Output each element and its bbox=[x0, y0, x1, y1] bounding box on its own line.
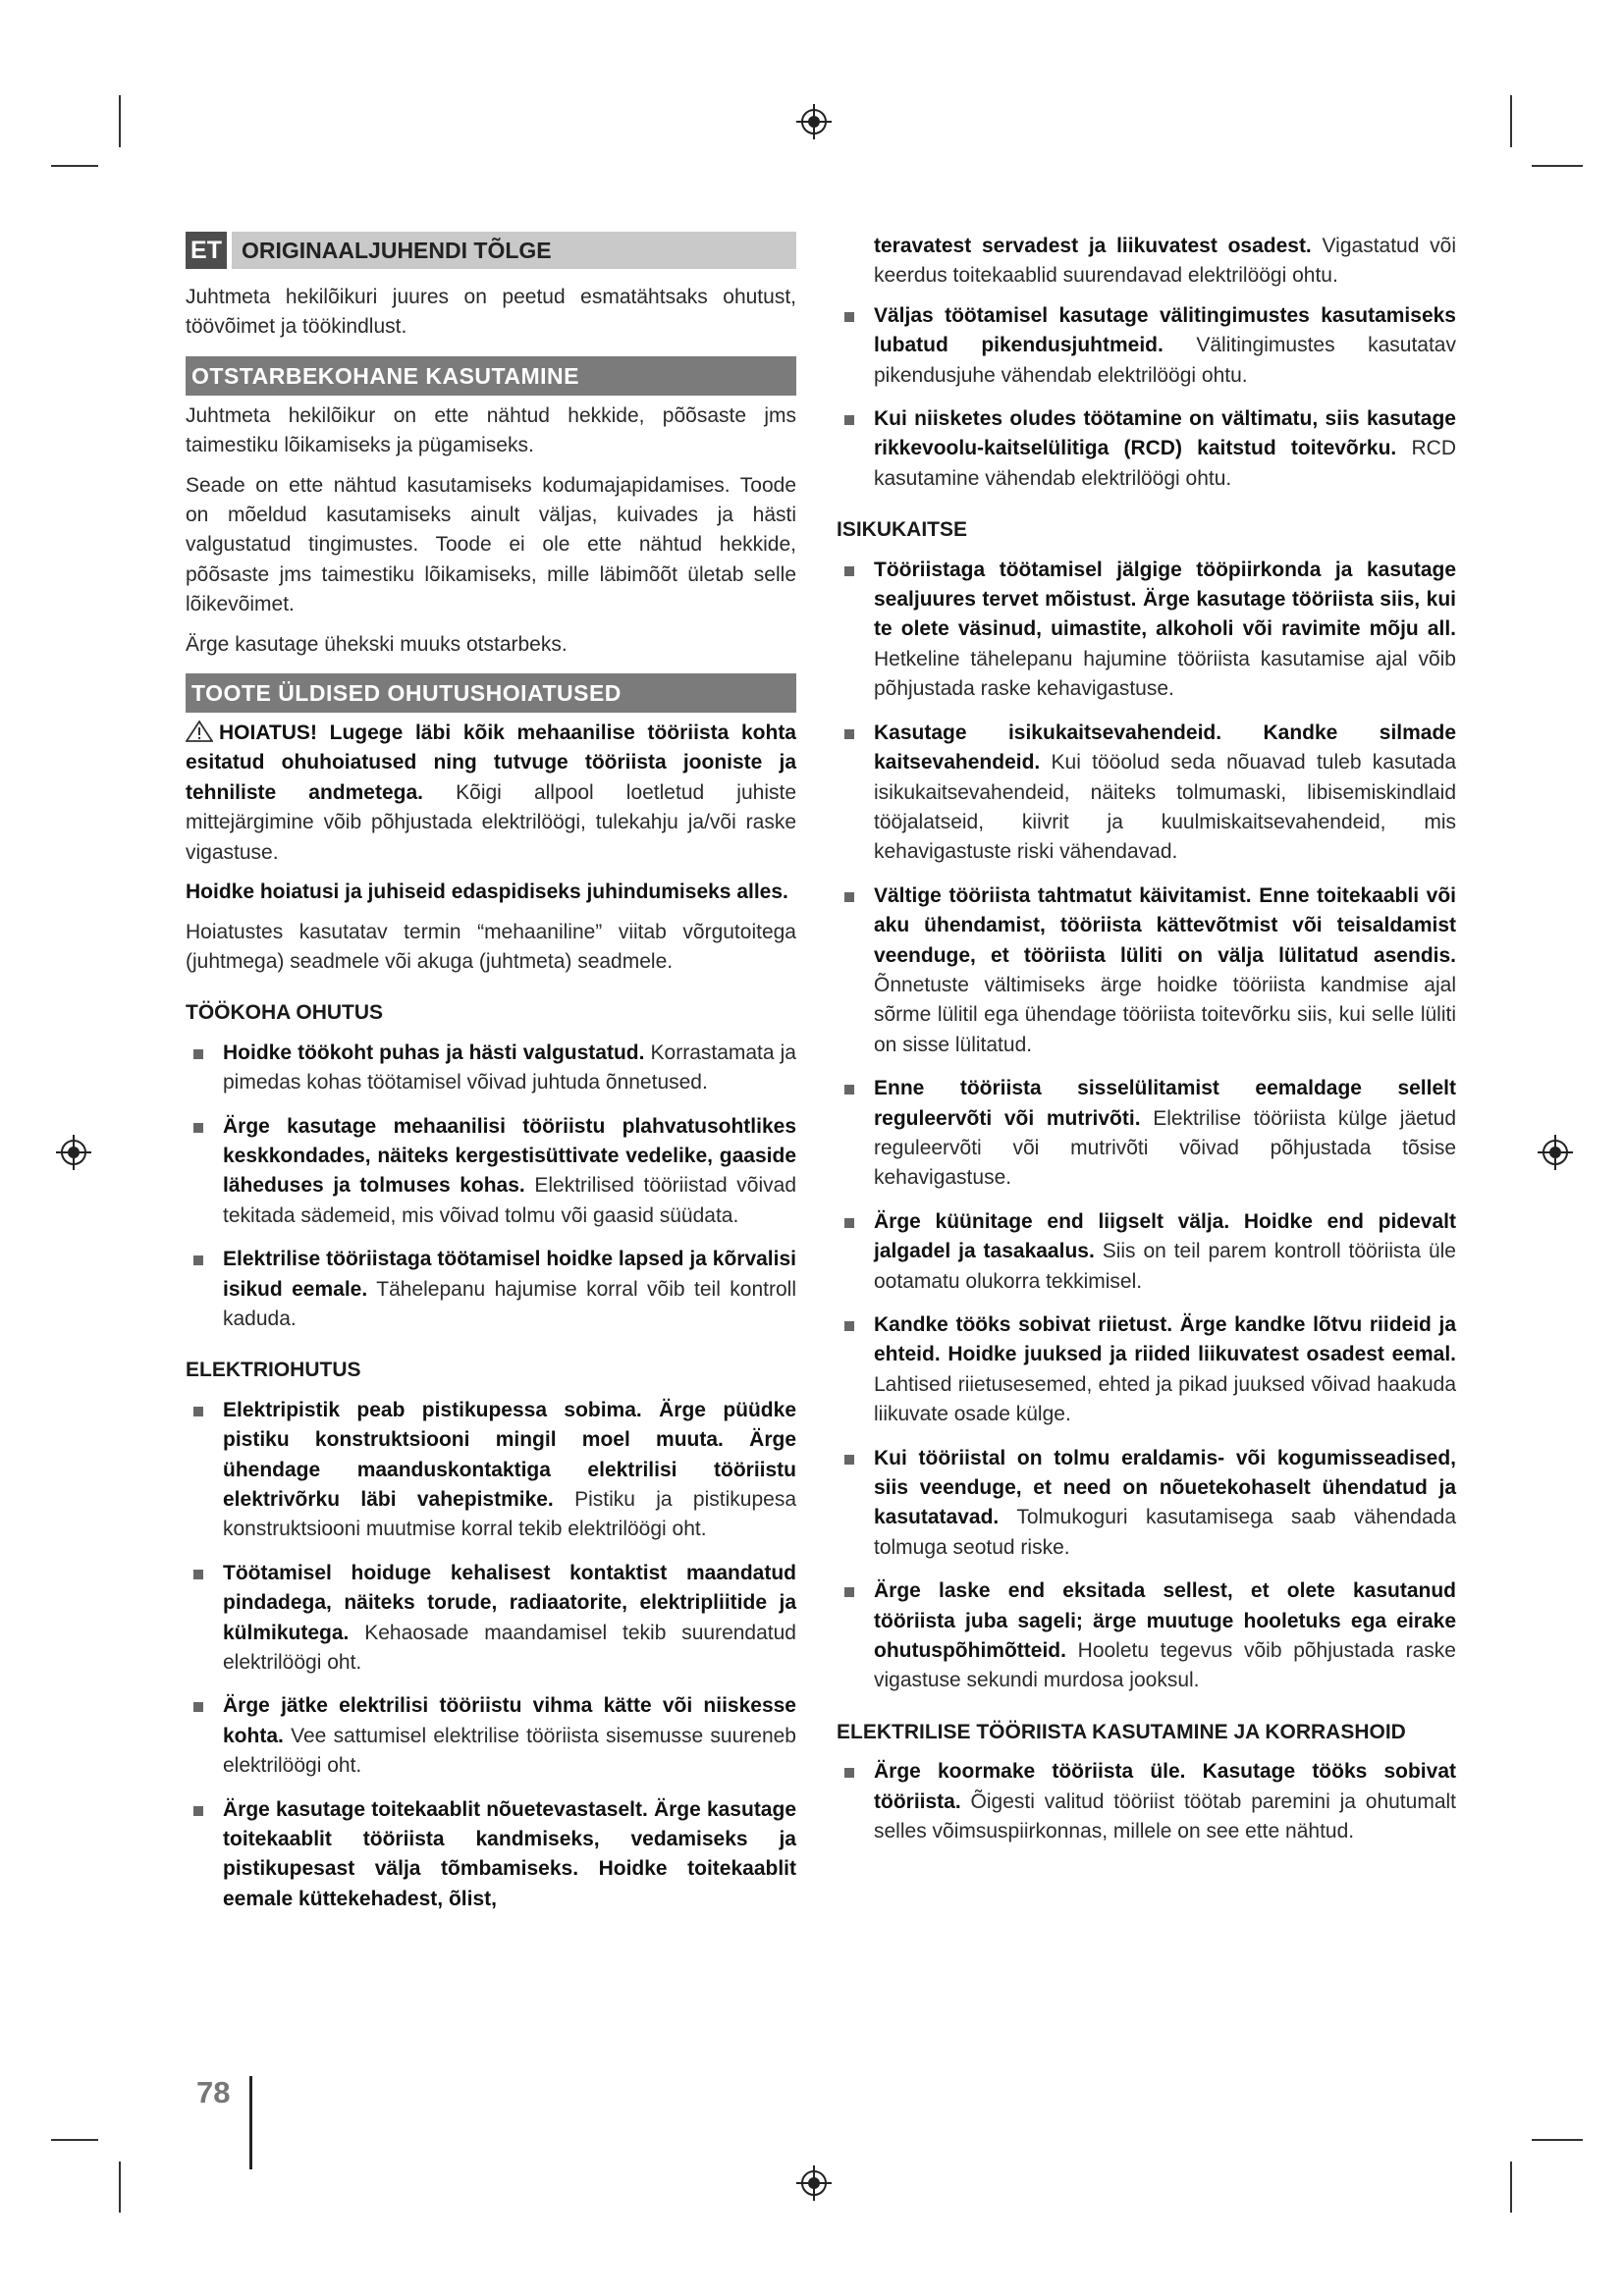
body-text: Pistiku ja pistikupesa konstruktsiooni muutmise korral tekib elektrilöögi oht. bbox=[223, 1488, 796, 1541]
body-text: Lahtised riietusesemed, ehted ja pikad juuksed võivad haakuda liikuvate osade külge. bbox=[874, 1372, 1456, 1426]
list-item bbox=[186, 1039, 796, 1098]
body-text: Seade on ette nähtud kasutamiseks kodumajapidamises. Toode on mõeldud kasutamiseks ainult väljas, kuivades ja hästi valgustatud tingimustes. Toode ei ole ette nähtud hekkide, põõsaste jms taimestiku lõikamiseks, mille läbimõõt ületab selle lõikevõimet. bbox=[186, 473, 796, 616]
page-number-divider bbox=[249, 2076, 252, 2169]
body-text: Hoiatustes kasutatav termin “mehaaniline” viitab võrgutoitega (juhtmega) seadmele või akuga (juhtmeta) seadmele. bbox=[186, 920, 796, 973]
body-text: Siis on teil parem kontroll tööriista üle ootamatu olukorra tekkimisel. bbox=[874, 1240, 1456, 1293]
bullet-square-icon bbox=[193, 1806, 203, 1816]
bullet-square-icon bbox=[193, 1570, 203, 1579]
bullet-square-icon bbox=[844, 1321, 854, 1331]
body-text: Hooletu tegevus võib põhjustada raske vigastuse sekundi murdosa jooksul. bbox=[874, 1639, 1456, 1692]
bold-text: Ärge koormake tööriista üle. Kasutage tööks sobivat tööriista. bbox=[874, 1760, 1456, 1813]
list-item bbox=[186, 1795, 796, 1915]
right-column bbox=[837, 232, 1456, 1861]
body-text: RCD kasutamine vähendab elektrilöögi ohtu. bbox=[874, 437, 1456, 490]
bold-text: Ärge laske end eksitada sellest, et olete kasutanud tööriista juba sageli; ärge muutuge hooletuks ega eirake ohutuspõhimõtteid. bbox=[874, 1579, 1456, 1663]
list-item bbox=[186, 1245, 796, 1334]
list-item bbox=[837, 1310, 1456, 1430]
page-number: 78 bbox=[196, 2075, 231, 2109]
bold-text: teravatest servadest ja liikuvatest osadest. bbox=[874, 235, 1312, 257]
body-text: Tolmukoguri kasutamisega saab vähendada tolmuga seotud riske. bbox=[874, 1506, 1456, 1559]
bold-text: Elektrilise tööriistaga töötamisel hoidke lapsed ja kõrvalisi isikud eemale. bbox=[223, 1248, 796, 1301]
bullet-square-icon bbox=[844, 415, 854, 425]
registration-mark-icon bbox=[54, 1133, 93, 1172]
section-heading: ELEKTRILISE TÖÖRIISTA KASUTAMINE JA KORRASHOID bbox=[837, 1720, 1406, 1743]
crop-mark bbox=[51, 165, 98, 167]
paragraph bbox=[837, 232, 1456, 292]
document-header bbox=[186, 232, 796, 269]
body-text: Kehaosade maandamisel tekib suurendatud elektrilöögi oht. bbox=[223, 1621, 796, 1675]
list-item bbox=[837, 1074, 1456, 1194]
body-text: Kui tööolud seda nõuavad tuleb kasutada isikukaitsevahendeid, näiteks tolmumaski, libisemiskindlaid tööjalatseid, kiivrit ja kuulmiskaitsevahendeid, mis kehavigastuste riski vähendavad. bbox=[874, 751, 1456, 864]
body-text: Õigesti valitud tööriist töötab paremini ja ohutumalt selles võimsuspiirkonnas, millele on see ette nähtud. bbox=[874, 1789, 1456, 1843]
bullet-square-icon bbox=[193, 1702, 203, 1712]
bullet-square-icon bbox=[844, 729, 854, 739]
bullet-square-icon bbox=[844, 1768, 854, 1778]
crop-mark bbox=[1532, 2139, 1583, 2141]
list-item bbox=[837, 1576, 1456, 1696]
document-title: ORIGINAALJUHENDI TÕLGE bbox=[232, 232, 796, 269]
registration-mark-icon bbox=[794, 2163, 834, 2203]
body-text: Korrastamata ja pimedas kohas töötamisel võivad juhtuda õnnetused. bbox=[223, 1041, 796, 1095]
bold-text: Ärge kasutage toitekaablit nõuetevastaselt. Ärge kasutage toitekaablit tööriista kandmiseks, vedamiseks ja pistikupesast välja tõmbamiseks. Hoidke toitekaablit eemale küttekehadest, õlist, bbox=[223, 1797, 796, 1910]
section-heading: ELEKTRIOHUTUS bbox=[186, 1359, 361, 1382]
list-item bbox=[837, 1444, 1456, 1564]
paragraph bbox=[186, 471, 796, 620]
body-text: Hetkeline tähelepanu hajumine tööriista kasutamise ajal võib põhjustada raske kehavigastuse. bbox=[874, 647, 1456, 701]
paragraph bbox=[186, 878, 796, 907]
section-heading: TÖÖKOHA OHUTUS bbox=[186, 1001, 384, 1025]
body-text: Juhtmeta hekilõikur on ette nähtud hekkide, põõsaste jms taimestiku lõikamiseks ja pügamiseks. bbox=[186, 403, 796, 457]
bullet-square-icon bbox=[844, 566, 854, 576]
body-text: Välitingimustes kasutatav pikendusjuhe vähendab elektrilöögi ohtu. bbox=[874, 334, 1456, 387]
section-heading: ISIKUKAITSE bbox=[837, 518, 968, 542]
list-item bbox=[186, 1112, 796, 1232]
body-text: Õnnetuste vältimiseks ärge hoidke tööriista kandmise ajal sõrme lülitil ega ühendage tööriista toitevõrku siis, kui selle lüliti on sisse lülitatud. bbox=[874, 973, 1456, 1056]
list-item bbox=[837, 1757, 1456, 1846]
list-item bbox=[186, 1691, 796, 1781]
bold-text: Kandke tööks sobivat riietust. Ärge kandke lõtvu riideid ja ehteid. Hoidke juuksed ja riided liikuvatest osadest eemal. bbox=[874, 1313, 1456, 1366]
section-bar: OTSTARBEKOHANE KASUTAMINE bbox=[186, 356, 796, 396]
section-bar: TOOTE ÜLDISED OHUTUSHOIATUSED bbox=[186, 673, 796, 713]
bold-text: Töötamisel hoiduge kehalisest kontaktist maandatud pindadega, näiteks torude, radiaatorite, elektripliitide ja külmikutega. bbox=[223, 1561, 796, 1644]
bold-text: Ärge küünitage end liigselt välja. Hoidke end pidevalt jalgadel ja tasakaalus. bbox=[874, 1209, 1456, 1263]
crop-mark bbox=[1510, 95, 1512, 147]
body-text: Kõigi allpool loetletud juhiste mittejärgimine võib põhjustada elektrilöögi, tulekahju ja/või raske vigastuse. bbox=[186, 780, 796, 864]
bold-text: Kui niisketes oludes töötamine on vältimatu, siis kasutage rikkevoolu-kaitselülitiga (RCD) kaitstud toitevõrku. bbox=[874, 407, 1456, 460]
registration-mark-icon bbox=[794, 102, 834, 141]
bold-text: Ärge kasutage mehaanilisi tööriistu plahvatusohtlikes keskkondades, näiteks kergestisüttivate vedelike, gaaside läheduses ja tolmuses kohas. bbox=[223, 1114, 796, 1198]
body-text: Elektrilise tööriista külge jäetud reguleervõti või mutrivõti võivad põhjustada tõsise kehavigastuse. bbox=[874, 1106, 1456, 1190]
bullet-square-icon bbox=[844, 1455, 854, 1465]
bold-text: Väljas töötamisel kasutage välitingimustes kasutamiseks lubatud pikendusjuhtmeid. bbox=[874, 303, 1456, 357]
paragraph bbox=[186, 918, 796, 978]
paragraph bbox=[186, 401, 796, 461]
crop-mark bbox=[119, 95, 121, 147]
left-column bbox=[186, 232, 796, 1928]
bullet-square-icon bbox=[844, 1218, 854, 1228]
body-text: Juhtmeta hekilõikuri juures on peetud esmatähtsaks ohutust, töövõimet ja töökindlust. bbox=[186, 286, 796, 339]
language-badge: ET bbox=[186, 232, 227, 269]
body-text: Elektrilised tööriistad võivad tekitada sädemeid, mis võivad tolmu või gaasid süüdata. bbox=[223, 1174, 796, 1227]
bullet-square-icon bbox=[193, 1407, 203, 1416]
crop-mark bbox=[51, 2139, 98, 2141]
warning-paragraph bbox=[186, 719, 796, 868]
list-item bbox=[186, 1396, 796, 1545]
bullet-square-icon bbox=[193, 1123, 203, 1133]
bold-text: Vältige tööriista tahtmatut käivitamist. Enne toitekaabli või aku ühendamist, tööriista kättevõtmist või teisaldamist veenduge, et tööriista lüliti on välja lülitatud asendis. bbox=[874, 883, 1456, 967]
body-text: Tähelepanu hajumise korral võib teil kontroll kaduda. bbox=[223, 1277, 797, 1330]
bullet-square-icon bbox=[844, 892, 854, 902]
bold-text: Elektripistik peab pistikupessa sobima. Ärge püüdke pistiku konstruktsiooni mingil moel muuta. Ärge ühendage maanduskontaktiga elektrilisi tööriistu elektrivõrku läbi vahepistmike. bbox=[223, 1398, 796, 1511]
crop-mark bbox=[1532, 165, 1583, 167]
crop-mark bbox=[1510, 2162, 1512, 2213]
body-text: Vee sattumisel elektrilise tööriista sisemusse suureneb elektrilöögi oht. bbox=[223, 1724, 796, 1778]
bold-text: Ärge jätke elektrilisi tööriistu vihma kätte või niiskesse kohta. bbox=[223, 1694, 796, 1747]
body-text: Vigastatud või keerdus toitekaablid suurendavad elektrilöögi ohtu. bbox=[874, 235, 1457, 288]
list-item bbox=[186, 1559, 796, 1679]
bold-text: Tööriistaga töötamisel jälgige tööpiirkonda ja kasutage sealjuures tervet mõistust. Ärge kasutage tööriista siis, kui te olete väsinud, uimastite, alkoholi või ravimite mõju all. bbox=[874, 558, 1456, 641]
bullet-square-icon bbox=[193, 1255, 203, 1265]
paragraph bbox=[186, 283, 796, 343]
bold-text: HOIATUS! Lugege läbi kõik mehaanilise tööriista kohta esitatud ohuhoiatused ning tutvuge tööriista jooniste ja tehniliste andmetega. bbox=[186, 721, 796, 804]
bullet-square-icon bbox=[844, 1085, 854, 1095]
list-item bbox=[837, 719, 1456, 868]
bold-text: Enne tööriista sisselülitamist eemaldage sellelt reguleervõti või mutrivõti. bbox=[874, 1077, 1456, 1130]
body-text: Ärge kasutage ühekski muuks otstarbeks. bbox=[186, 632, 568, 656]
warning-triangle-icon bbox=[186, 721, 213, 742]
list-item bbox=[837, 556, 1456, 705]
bold-text: Kasutage isikukaitsevahendeid. Kandke silmade kaitsevahendeid. bbox=[874, 721, 1456, 774]
crop-mark bbox=[119, 2162, 121, 2213]
bold-text: Hoidke hoiatusi ja juhiseid edaspidiseks juhindumiseks alles. bbox=[186, 881, 788, 904]
list-item bbox=[837, 404, 1456, 494]
list-item bbox=[837, 1207, 1456, 1297]
list-item bbox=[837, 881, 1456, 1060]
bullet-square-icon bbox=[193, 1049, 203, 1059]
bullet-square-icon bbox=[844, 312, 854, 322]
list-item bbox=[837, 301, 1456, 391]
bold-text: Kui tööriistal on tolmu eraldamis- või kogumisseadised, siis veenduge, et need on nõuetekohaselt ühendatud ja kasutatavad. bbox=[874, 1446, 1456, 1529]
registration-mark-icon bbox=[1536, 1133, 1575, 1172]
bullet-square-icon bbox=[844, 1587, 854, 1597]
bold-text: Hoidke töökoht puhas ja hästi valgustatud. bbox=[223, 1041, 645, 1064]
paragraph bbox=[186, 630, 796, 660]
